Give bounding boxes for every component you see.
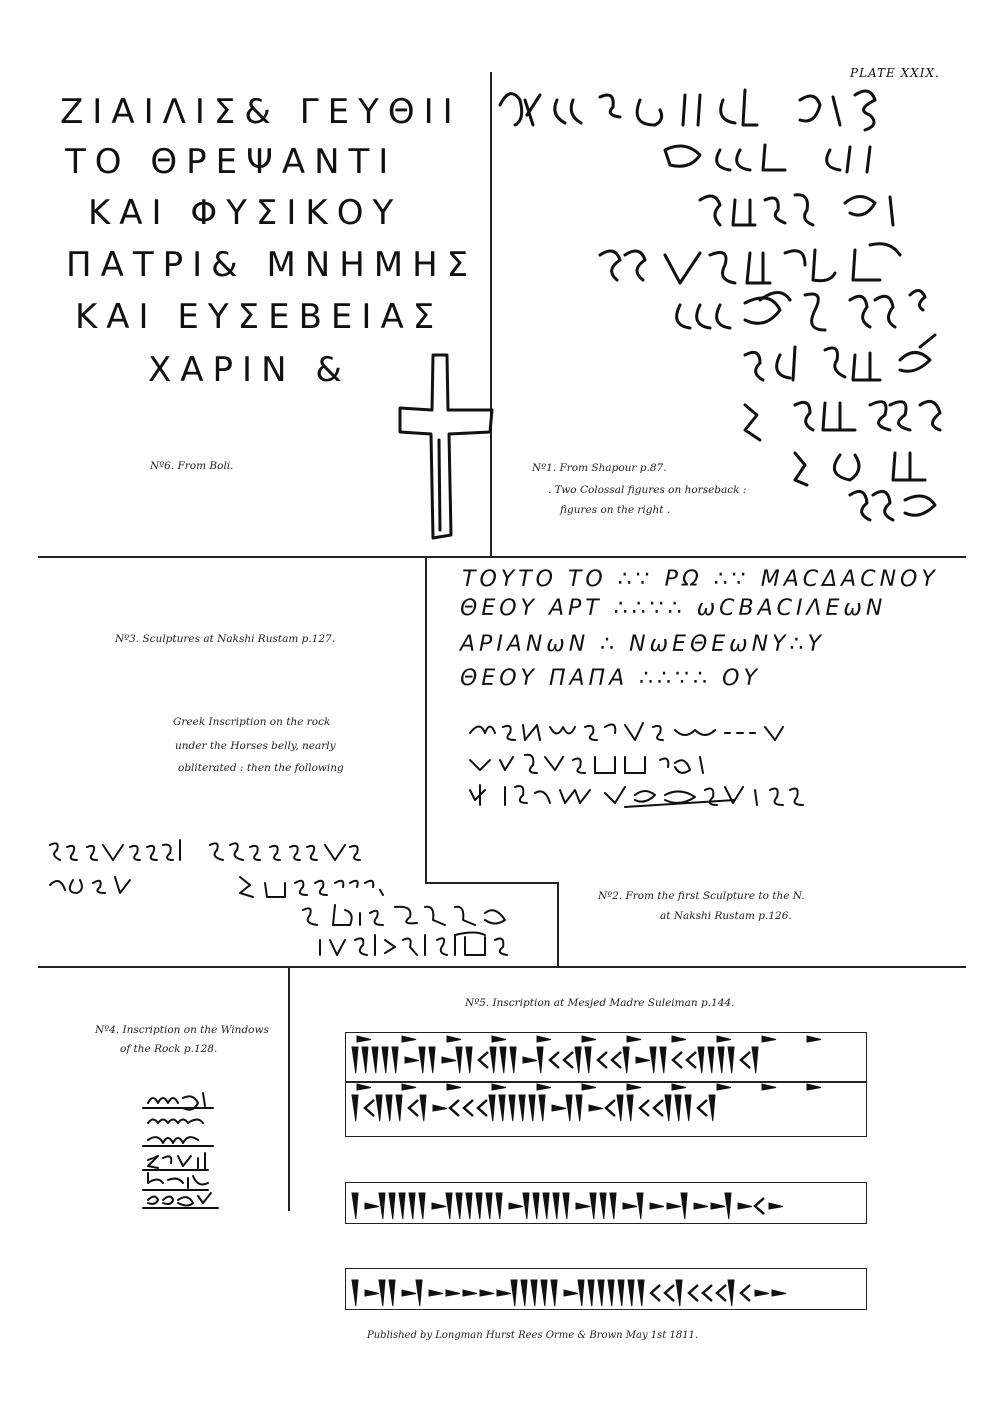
- no2-greek-line-1: ΤΟΥΤΟ ΤΟ ∴∵ ΡΩ ∴∵ ΜΑCΔΑCΝΟΥ: [462, 567, 939, 592]
- cross-drawing: [395, 350, 495, 550]
- plate-title: PLATE XXIX.: [850, 66, 940, 80]
- no6-line-4: ΠΑΤΡΙ& ΜΝΗΜΗΣ: [66, 245, 478, 285]
- no3-note-line-3: obliterated : then the following: [178, 762, 344, 774]
- no6-line-6: ΧΑΡΙΝ &: [148, 350, 351, 390]
- no3-note-line-2: under the Horses belly, nearly: [175, 740, 336, 752]
- no2-caption-line-2: at Nakshi Rustam p.126.: [660, 910, 792, 922]
- no3-note-line-1: Greek Inscription on the rock: [173, 716, 331, 728]
- no4-caption-line-1: Nº4. Inscription on the Windows: [95, 1024, 269, 1036]
- divider-step-vertical: [557, 882, 559, 966]
- no2-greek-line-2: ΘΕΟΥ ΑΡΤ ∴∴∵∴ ωCΒΑCΙΛΕωΝ: [460, 596, 887, 621]
- divider-horizontal-upper: [38, 556, 966, 558]
- pahlavi-inscription-no3: [45, 835, 555, 960]
- pahlavi-inscription-no2: [465, 715, 885, 815]
- no2-caption-line-1: Nº2. From the first Sculpture to the N.: [598, 890, 805, 902]
- no4-caption-line-2: of the Rock p.128.: [120, 1043, 218, 1055]
- no6-caption: Nº6. From Boli.: [150, 460, 234, 472]
- no1-caption-line-3: figures on the right .: [560, 504, 671, 516]
- no1-caption-line-2: . Two Colossal figures on horseback :: [548, 484, 747, 496]
- no1-caption-line-1: Nº1. From Shapour p.87.: [532, 462, 667, 474]
- no2-greek-line-4: ΘΕΟΥ ΠΑΠΑ ∴∴∵∴ ΟΥ: [460, 666, 761, 691]
- no6-line-2: ΤΟ ΘΡΕΨΑΝΤΙ: [65, 142, 398, 182]
- no6-line-5: ΚΑΙ ΕΥΣΕΒΕΙΑΣ: [75, 297, 444, 337]
- no3-caption: Nº3. Sculptures at Nakshi Rustam p.127.: [115, 633, 336, 645]
- no5-caption: Nº5. Inscription at Mesjed Madre Suleiman p.144.: [465, 997, 735, 1009]
- window-inscription-no4: [143, 1088, 233, 1213]
- no6-line-3: ΚΑΙ ΦΥΣΙΚΟΥ: [88, 193, 403, 233]
- divider-vertical-bottom: [288, 966, 290, 1211]
- publisher-imprint: Published by Longman Hurst Rees Orme & Brown May 1st 1811.: [367, 1330, 699, 1341]
- no6-line-1: ΖΙΑΙΛΙΣ& ΓΕΥΘΙΙ: [60, 92, 462, 132]
- divider-horizontal-lower: [38, 966, 966, 968]
- cuneiform-marks: [345, 1025, 865, 1315]
- divider-vertical-middle: [425, 556, 427, 882]
- no2-greek-line-3: ΑΡΙΑΝωΝ ∴ ΝωΕΘΕωΝΥ∴Υ: [460, 632, 825, 657]
